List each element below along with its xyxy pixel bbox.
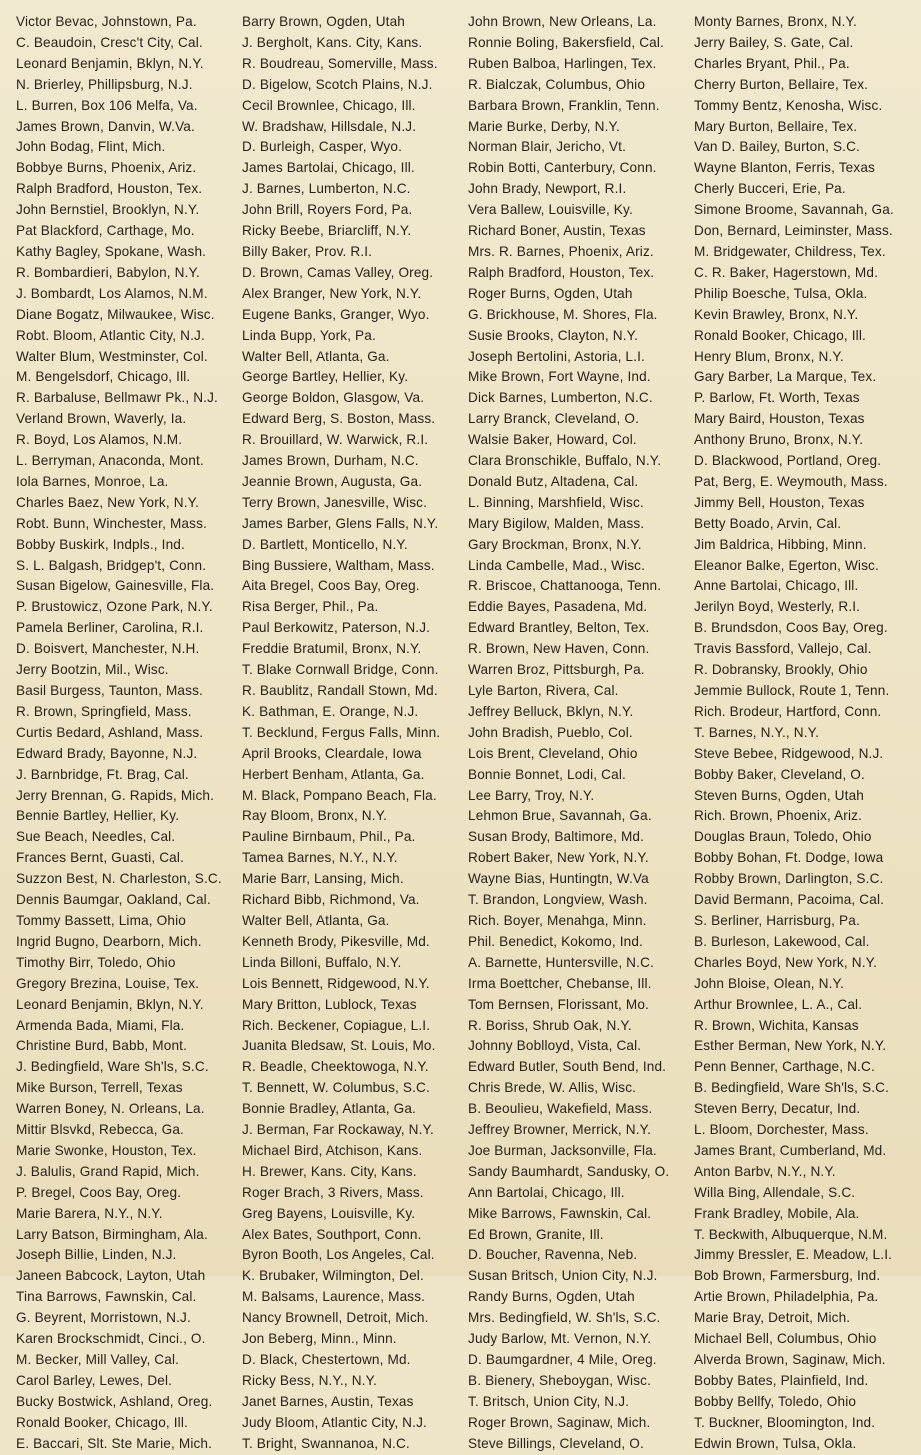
name-entry: Steven Berry, Decatur, Ind. [694,1101,861,1117]
name-entry: Pauline Birnbaum, Phil., Pa. [242,829,416,845]
name-entry: John Brown, New Orleans, La. [468,14,657,29]
name-entry: John Bodag, Flint, Mich. [16,139,166,155]
name-entry: Bob Brown, Farmersburg, Ind. [694,1268,881,1284]
name-entry: R. Bialczak, Columbus, Ohio [468,76,646,92]
name-entry: L. Binning, Marshfield, Wisc. [468,494,644,510]
name-entry: D. Black, Chestertown, Md. [242,1352,411,1367]
name-entry: Bennie Bartley, Hellier, Ky. [16,808,180,824]
name-entry: Simone Broome, Savannah, Ga. [694,202,894,218]
name-entry: John Brill, Royers Ford, Pa. [242,202,413,218]
name-entry: E. Baccari, Slt. Ste Marie, Mich. [16,1435,213,1451]
name-entry: Edward Brady, Bayonne, N.J. [16,745,198,761]
name-entry: Aita Bregel, Coos Bay, Oreg. [242,578,420,594]
name-entry: Paul Berkowitz, Paterson, N.J. [242,620,431,636]
name-entry: Bing Bussiere, Waltham, Mass. [242,557,435,573]
name-entry: Bobby Baker, Cleveland, O. [694,766,865,782]
name-entry: Bonnie Bonnet, Lodi, Cal. [468,766,626,782]
name-entry: M. Balsams, Laurence, Mass. [242,1289,426,1305]
name-entry: K. Brubaker, Wilmington, Del. [242,1268,424,1284]
name-entry: Vera Ballew, Louisville, Ky. [468,202,633,218]
name-entry: D. Bartlett, Monticello, N.Y. [242,536,408,552]
name-entry: J. Barnes, Lumberton, N.C. [242,181,411,197]
name-entry: Alex Branger, New York, N.Y. [242,285,422,301]
name-entry: Rich. Brown, Phoenix, Ariz. [694,808,862,824]
name-entry: Phil. Benedict, Kokomo, Ind. [468,933,643,949]
name-entry: Marie Barera, N.Y., N.Y. [16,1205,163,1221]
name-columns [16,12,913,1455]
name-entry: Bucky Bostwick, Ashland, Oreg. [16,1393,213,1409]
name-entry: B. Bienery, Sheboygan, Wisc. [468,1372,652,1388]
name-entry: John Bloise, Olean, N.Y. [694,975,844,991]
name-entry: Nancy Brownell, Detroit, Mich. [242,1310,429,1326]
name-entry: Billy Baker, Prov. R.I. [242,243,373,259]
name-entry: Walsie Baker, Howard, Col. [468,432,637,448]
name-entry: B. Beoulieu, Wakefield, Mass. [468,1101,653,1117]
name-entry: Lois Brent, Cleveland, Ohio [468,745,638,761]
name-entry: Roger Brown, Saginaw, Mich. [468,1414,651,1430]
name-entry: H. Brewer, Kans. City, Kans. [242,1163,417,1179]
name-entry: Bobby Buskirk, Indpls., Ind. [16,536,185,552]
name-entry: Steve Billings, Cleveland, O. [468,1435,644,1451]
name-entry: Monty Barnes, Bronx, N.Y. [694,14,857,29]
name-entry: Michael Bird, Atchison, Kans. [242,1142,423,1158]
name-entry: Jeannie Brown, Augusta, Ga. [242,473,423,489]
name-entry: Leonard Benjamin, Bklyn, N.Y. [16,996,204,1012]
name-entry: Mike Burson, Terrell, Texas [16,1080,183,1096]
name-entry: Van D. Bailey, Burton, S.C. [694,139,860,155]
name-entry: Mike Brown, Fort Wayne, Ind. [468,369,651,385]
name-entry: April Brooks, Cleardale, Iowa [242,745,422,761]
name-entry: C. Beaudoin, Cresc't City, Cal. [16,34,203,50]
name-entry: L. Berryman, Anaconda, Mont. [16,453,204,469]
name-entry: Jeffrey Belluck, Bklyn, N.Y. [468,703,634,719]
name-entry: R. Boriss, Shrub Oak, N.Y. [468,1017,632,1033]
name-entry: Rich. Boyer, Menahga, Minn. [468,912,647,928]
name-entry: B. Brundsdon, Coos Bay, Oreg. [694,620,888,636]
name-entry: Ricky Beebe, Briarcliff, N.Y. [242,223,412,239]
name-entry: J. Balulis, Grand Rapid, Mich. [16,1163,200,1179]
name-entry: Jerry Bailey, S. Gate, Cal. [694,34,854,50]
name-entry: Marie Barr, Lansing, Mich. [242,871,404,887]
name-entry: Gary Barber, La Marque, Tex. [694,369,877,385]
name-entry: Robt. Bloom, Atlantic City, N.J. [16,327,205,343]
name-entry: Chris Brede, W. Allis, Wisc. [468,1080,637,1096]
name-entry: T. Bright, Swannanoa, N.C. [242,1435,410,1451]
name-entry: Ann Bartolai, Chicago, Ill. [468,1184,625,1200]
name-entry: T. Britsch, Union City, N.J. [468,1393,630,1409]
name-entry: J. Barnbridge, Ft. Brag, Cal. [16,766,189,782]
name-entry: Douglas Braun, Toledo, Ohio [694,829,872,845]
name-entry: Warren Boney, N. Orleans, La. [16,1101,205,1117]
name-entry: Gary Brockman, Bronx, N.Y. [468,536,642,552]
name-entry: Iola Barnes, Monroe, La. [16,473,169,489]
name-entry: Janet Barnes, Austin, Texas [242,1393,414,1409]
column-3 [468,12,694,1455]
name-entry: A. Barnette, Huntersville, N.C. [468,954,654,970]
name-entry: Sue Beach, Needles, Cal. [16,829,176,845]
name-entry: John Bernstiel, Brooklyn, N.Y. [16,202,200,218]
name-entry: J. Bergholt, Kans. City, Kans. [242,34,423,50]
name-entry: Charles Boyd, New York, N.Y. [694,954,878,970]
name-entry: Charles Baez, New York, N.Y. [16,494,200,510]
name-entry: Walter Blum, Westminster, Col. [16,348,208,364]
name-entry: Karen Brockschmidt, Cinci., O. [16,1331,206,1347]
name-entry: Don, Bernard, Leiminster, Mass. [694,223,893,239]
name-entry: K. Bathman, E. Orange, N.J. [242,703,419,719]
name-entry: Cherry Burton, Bellaire, Tex. [694,76,869,92]
name-entry: L. Burren, Box 106 Melfa, Va. [16,97,198,113]
name-entry: Marie Burke, Derby, N.Y. [468,118,620,134]
name-entry: Mike Barrows, Fawnskin, Cal. [468,1205,652,1221]
name-entry: R. Barbaluse, Bellmawr Pk., N.J. [16,390,218,406]
name-entry: Eugene Banks, Granger, Wyo. [242,306,430,322]
name-entry: D. Boisvert, Manchester, N.H. [16,641,200,657]
name-entry: Edwin Brown, Tulsa, Okla. [694,1435,857,1451]
name-entry: R. Brouillard, W. Warwick, R.I. [242,432,429,448]
name-entry: R. Baublitz, Randall Stown, Md. [242,683,438,698]
name-entry: S. L. Balgash, Bridgep't, Conn. [16,557,207,573]
name-entry: Ruben Balboa, Harlingen, Tex. [468,55,657,71]
name-entry: James Bartolai, Chicago, Ill. [242,160,415,176]
name-entry: Verland Brown, Waverly, Ia. [16,411,187,427]
name-entry: Bonnie Bradley, Atlanta, Ga. [242,1101,416,1117]
name-entry: M. Becker, Mill Valley, Cal. [16,1352,180,1367]
name-entry: Christine Burd, Babb, Mont. [16,1038,188,1054]
name-entry: Richard Bibb, Richmond, Va. [242,892,420,908]
name-entry: Marie Bray, Detroit, Mich. [694,1310,851,1326]
name-entry: Esther Berman, New York, N.Y. [694,1038,887,1054]
name-entry: Bobbye Burns, Phoenix, Ariz. [16,160,197,176]
name-entry: George Bartley, Hellier, Ky. [242,369,409,385]
name-entry: M. Bengelsdorf, Chicago, Ill. [16,369,191,385]
name-entry: Jeffrey Browner, Merrick, N.Y. [468,1122,652,1138]
name-entry: J. Berman, Far Rockaway, N.Y. [242,1122,434,1138]
name-entry: Robby Brown, Darlington, S.C. [694,871,884,887]
name-entry: W. Bradshaw, Hillsdale, N.J. [242,118,417,134]
name-entry: Mary Burton, Bellaire, Tex. [694,118,858,134]
name-entry: Ronald Booker, Chicago, Ill. [16,1414,188,1430]
name-entry: Jerilyn Boyd, Westerly, R.I. [694,599,861,615]
name-entry: Susie Brooks, Clayton, N.Y. [468,327,639,343]
name-entry: Tommy Bassett, Lima, Ohio [16,912,186,928]
name-entry: Ronald Booker, Chicago, Ill. [694,327,866,343]
name-entry: Anthony Bruno, Bronx, N.Y. [694,432,864,448]
name-entry: Travis Bassford, Vallejo, Cal. [694,641,872,657]
name-entry: Risa Berger, Phil., Pa. [242,599,379,615]
name-entry: Rich. Beckener, Copiague, L.I. [242,1017,431,1033]
name-entry: Lehmon Brue, Savannah, Ga. [468,808,652,824]
name-entry: Ralph Bradford, Houston, Tex. [16,181,203,197]
name-entry: Tamea Barnes, N.Y., N.Y. [242,850,398,866]
name-entry: Betty Boado, Arvin, Cal. [694,515,842,531]
name-entry: Pat Blackford, Carthage, Mo. [16,223,195,239]
name-entry: Walter Bell, Atlanta, Ga. [242,348,390,364]
name-entry: Robert Baker, New York, N.Y. [468,850,649,866]
name-entry: Norman Blair, Jericho, Vt. [468,139,627,155]
name-entry: Joseph Bertolini, Astoria, L.I. [468,348,645,364]
name-entry: Ingrid Bugno, Dearborn, Mich. [16,933,202,949]
name-entry: Jemmie Bullock, Route 1, Tenn. [694,683,890,698]
name-entry: D. Bigelow, Scotch Plains, N.J. [242,76,433,92]
name-entry: Curtis Bedard, Ashland, Mass. [16,724,204,740]
name-entry: Johnny Boblloyd, Vista, Cal. [468,1038,642,1054]
name-entry: Robin Botti, Canterbury, Conn. [468,160,657,176]
name-entry: Edward Brantley, Belton, Tex. [468,620,650,636]
name-entry: R. Boyd, Los Alamos, N.M. [16,432,183,448]
name-entry: Byron Booth, Los Angeles, Cal. [242,1247,435,1263]
name-entry: Susan Brody, Baltimore, Md. [468,829,645,845]
name-entry: Mary Baird, Houston, Texas [694,411,865,427]
name-entry: Freddie Bratumil, Bronx, N.Y. [242,641,422,657]
name-entry: R. Brown, Springfield, Mass. [16,703,192,719]
name-entry: Cecil Brownlee, Chicago, Ill. [242,97,416,113]
name-entry: Anton Barbv, N.Y., N.Y. [694,1163,836,1179]
name-entry: M. Black, Pompano Beach, Fla. [242,787,437,803]
name-entry: Larry Batson, Birmingham, Ala. [16,1226,208,1242]
name-entry: Diane Bogatz, Milwaukee, Wisc. [16,306,215,322]
name-entry: Eleanor Balke, Egerton, Wisc. [694,557,879,573]
name-entry: Ralph Bradford, Houston, Tex. [468,264,655,280]
name-entry: R. Bombardieri, Babylon, N.Y. [16,264,200,280]
name-entry: Edward Butler, South Bend, Ind. [468,1059,667,1075]
name-entry: Bobby Bellfy, Toledo, Ohio [694,1393,857,1409]
name-entry: Carol Barley, Lewes, Del. [16,1372,173,1388]
name-entry: Penn Benner, Carthage, N.C. [694,1059,875,1075]
name-entry: G. Brickhouse, M. Shores, Fla. [468,306,658,322]
name-entry: T. Beckwith, Albuquerque, N.M. [694,1226,888,1242]
name-entry: Basil Burgess, Taunton, Mass. [16,683,203,698]
name-entry: Joseph Billie, Linden, N.J. [16,1247,177,1263]
name-entry: T. Becklund, Fergus Falls, Minn. [242,724,441,740]
name-entry: Barry Brown, Ogden, Utah [242,14,406,29]
name-entry: Kathy Bagley, Spokane, Wash. [16,243,207,259]
name-entry: D. Burleigh, Casper, Wyo. [242,139,403,155]
name-entry: D. Boucher, Ravenna, Neb. [468,1247,638,1263]
name-entry: Kenneth Brody, Pikesville, Md. [242,933,430,949]
name-entry: Henry Blum, Bronx, N.Y. [694,348,844,364]
name-entry: T. Barnes, N.Y., N.Y. [694,724,820,740]
name-entry: Tommy Bentz, Kenosha, Wisc. [694,97,883,113]
name-entry: Lee Barry, Troy, N.Y. [468,787,595,803]
name-entry: Alex Bates, Southport, Conn. [242,1226,422,1242]
name-entry: B. Burleson, Lakewood, Cal. [694,933,870,949]
name-entry: Walter Bell, Atlanta, Ga. [242,912,390,928]
name-entry: Judy Barlow, Mt. Vernon, N.Y. [468,1331,652,1347]
name-entry: Mrs. Bedingfield, W. Sh'ls, S.C. [468,1310,661,1326]
name-entry: Tina Barrows, Fawnskin, Cal. [16,1289,197,1305]
column-2 [242,12,468,1455]
name-entry: David Bermann, Pacoima, Cal. [694,892,885,908]
name-entry: Juanita Bledsaw, St. Louis, Mo. [242,1038,436,1054]
name-entry: Donald Butz, Altadena, Cal. [468,473,639,489]
name-entry: C. R. Baker, Hagerstown, Md. [694,264,879,280]
name-entry: Jon Beberg, Minn., Minn. [242,1331,397,1347]
name-entry: Lois Bennett, Ridgewood, N.Y. [242,975,430,991]
name-entry: R. Boudreau, Somerville, Mass. [242,55,438,71]
name-entry: Lyle Barton, Rivera, Cal. [468,683,619,698]
name-entry: Armenda Bada, Miami, Fla. [16,1017,185,1033]
name-entry: N. Brierley, Phillipsburg, N.J. [16,76,193,92]
name-entry: D. Baumgardner, 4 Mile, Oreg. [468,1352,657,1367]
name-entry: P. Bregel, Coos Bay, Oreg. [16,1184,182,1200]
name-entry: R. Brown, Wichita, Kansas [694,1017,859,1033]
name-entry: Jimmy Bressler, E. Meadow, L.I. [694,1247,893,1263]
name-entry: Ed Brown, Granite, Ill. [468,1226,604,1242]
name-entry: Jim Baldrica, Hibbing, Minn. [694,536,867,552]
name-entry: Michael Bell, Columbus, Ohio [694,1331,877,1347]
name-entry: D. Brown, Camas Valley, Oreg. [242,264,434,280]
name-entry: Mittir Blsvkd, Rebecca, Ga. [16,1122,184,1138]
name-entry: Terry Brown, Janesville, Wisc. [242,494,428,510]
name-entry: Warren Broz, Pittsburgh, Pa. [468,662,645,678]
name-entry: James Brown, Durham, N.C. [242,453,419,469]
name-entry: Roger Brach, 3 Rivers, Mass. [242,1184,424,1200]
name-entry: Richard Boner, Austin, Texas [468,223,646,239]
name-entry: J. Bombardt, Los Alamos, N.M. [16,285,208,301]
name-entry: George Boldon, Glasgow, Va. [242,390,425,406]
name-entry: Mrs. R. Barnes, Phoenix, Ariz. [468,243,654,259]
name-entry: Randy Burns, Ogden, Utah [468,1289,635,1305]
name-entry: G. Beyrent, Morristown, N.J. [16,1310,191,1326]
name-entry: J. Bedingfield, Ware Sh'ls, S.C. [16,1059,209,1075]
name-entry: Arthur Brownlee, L. A., Cal. [694,996,863,1012]
name-entry: John Brady, Newport, R.I. [468,181,627,197]
name-entry: T. Blake Cornwall Bridge, Conn. [242,662,439,678]
name-entry: Susan Britsch, Union City, N.J. [468,1268,658,1284]
name-entry: Susan Bigelow, Gainesville, Fla. [16,578,215,594]
name-entry: Larry Branck, Cleveland, O. [468,411,640,427]
name-entry: Leonard Benjamin, Bklyn, N.Y. [16,55,204,71]
name-entry: T. Brandon, Longview, Wash. [468,892,648,908]
name-entry: Ricky Bess, N.Y., N.Y. [242,1372,378,1388]
name-entry: Barbara Brown, Franklin, Tenn. [468,97,660,113]
name-entry: Alverda Brown, Saginaw, Mich. [694,1352,886,1367]
name-entry: Joe Burman, Jacksonville, Fla. [468,1142,657,1158]
name-entry: P. Brustowicz, Ozone Park, N.Y. [16,599,213,615]
name-entry: Greg Bayens, Louisville, Ky. [242,1205,416,1221]
name-entry: S. Berliner, Harrisburg, Pa. [694,912,860,928]
name-entry: Judy Bloom, Atlantic City, N.J. [242,1414,427,1430]
column-1 [16,12,242,1455]
name-entry: James Barber, Glens Falls, N.Y. [242,515,439,531]
name-entry: Linda Cambelle, Mad., Wisc. [468,557,646,573]
name-entry: Victor Bevac, Johnstown, Pa. [16,14,197,29]
name-entry: Kevin Brawley, Bronx, N.Y. [694,306,859,322]
name-entry: Robt. Bunn, Winchester, Mass. [16,515,207,531]
name-entry: D. Blackwood, Portland, Oreg. [694,453,882,469]
name-entry: Dennis Baumgar, Oakland, Cal. [16,892,211,908]
name-entry: Herbert Benham, Atlanta, Ga. [242,766,425,782]
name-entry: Mary Britton, Lublock, Texas [242,996,417,1012]
name-entry: P. Barlow, Ft. Worth, Texas [694,390,860,406]
name-entry: T. Bennett, W. Columbus, S.C. [242,1080,430,1096]
name-entry: Mary Bigilow, Malden, Mass. [468,515,645,531]
name-entry: Jimmy Bell, Houston, Texas [694,494,865,510]
name-entry: Wayne Bias, Huntingtn, W.Va [468,871,649,887]
name-entry: Willa Bing, Allendale, S.C. [694,1184,856,1200]
name-entry: Edward Berg, S. Boston, Mass. [242,411,436,427]
name-entry: Steve Bebee, Ridgewood, N.J. [694,745,884,761]
name-entry: Linda Billoni, Buffalo, N.Y. [242,954,402,970]
name-entry: Ronnie Boling, Bakersfield, Cal. [468,34,664,50]
name-entry: Charles Bryant, Phil., Pa. [694,55,850,71]
name-entry: Frank Bradley, Mobile, Ala. [694,1205,860,1221]
name-entry: Jerry Bootzin, Mil., Wisc. [16,662,169,678]
name-entry: Sandy Baumhardt, Sandusky, O. [468,1163,670,1179]
name-entry: Gregory Brezina, Louise, Tex. [16,975,200,991]
name-entry: B. Bedingfield, Ware Sh'ls, S.C. [694,1080,890,1096]
name-entry: Eddie Bayes, Pasadena, Md. [468,599,648,615]
name-entry: Pamela Berliner, Carolina, R.I. [16,620,204,636]
name-entry: Janeen Babcock, Layton, Utah [16,1268,206,1284]
name-entry: Wayne Blanton, Ferris, Texas [694,160,875,176]
name-entry: Roger Burns, Ogden, Utah [468,285,633,301]
name-entry: Cherly Bucceri, Erie, Pa. [694,181,846,197]
name-entry: Philip Boesche, Tulsa, Okla. [694,285,868,301]
name-entry: Timothy Birr, Toledo, Ohio [16,954,176,970]
name-entry: R. Brown, New Haven, Conn. [468,641,650,657]
name-entry: M. Bridgewater, Childress, Tex. [694,243,886,259]
name-entry: Linda Bupp, York, Pa. [242,327,376,343]
name-entry: Tom Bernsen, Florissant, Mo. [468,996,649,1012]
name-entry: John Bradish, Pueblo, Col. [468,724,633,740]
name-entry: Bobby Bohan, Ft. Dodge, Iowa [694,850,884,866]
name-entry: Artie Brown, Philadelphia, Pa. [694,1289,879,1305]
column-4 [694,12,916,1455]
name-entry: Ray Bloom, Bronx, N.Y. [242,808,388,824]
name-entry: Suzzon Best, N. Charleston, S.C. [16,871,222,887]
name-entry: Irma Boettcher, Chebanse, Ill. [468,975,652,991]
name-entry: Frances Bernt, Guasti, Cal. [16,850,184,866]
name-entry: Dick Barnes, Lumberton, N.C. [468,390,653,406]
name-entry: T. Buckner, Bloomington, Ind. [694,1414,876,1430]
name-entry: Clara Bronschikle, Buffalo, N.Y. [468,453,662,469]
name-entry: Bobby Bates, Plainfield, Ind. [694,1372,869,1388]
name-entry: Pat, Berg, E. Weymouth, Mass. [694,473,888,489]
name-entry: Jerry Brennan, G. Rapids, Mich. [16,787,215,803]
name-entry: James Brown, Danvin, W.Va. [16,118,195,134]
name-entry: R. Beadle, Cheektowoga, N.Y. [242,1059,429,1075]
name-entry: James Brant, Cumberland, Md. [694,1142,887,1158]
name-entry: Steven Burns, Ogden, Utah [694,787,864,803]
name-entry: Rich. Brodeur, Hartford, Conn. [694,703,882,719]
name-entry: R. Dobransky, Brookly, Ohio [694,662,868,678]
name-entry: R. Briscoe, Chattanooga, Tenn. [468,578,662,594]
name-entry: L. Bloom, Dorchester, Mass. [694,1122,869,1138]
name-entry: Anne Bartolai, Chicago, Ill. [694,578,859,594]
name-entry: Marie Swonke, Houston, Tex. [16,1142,197,1158]
